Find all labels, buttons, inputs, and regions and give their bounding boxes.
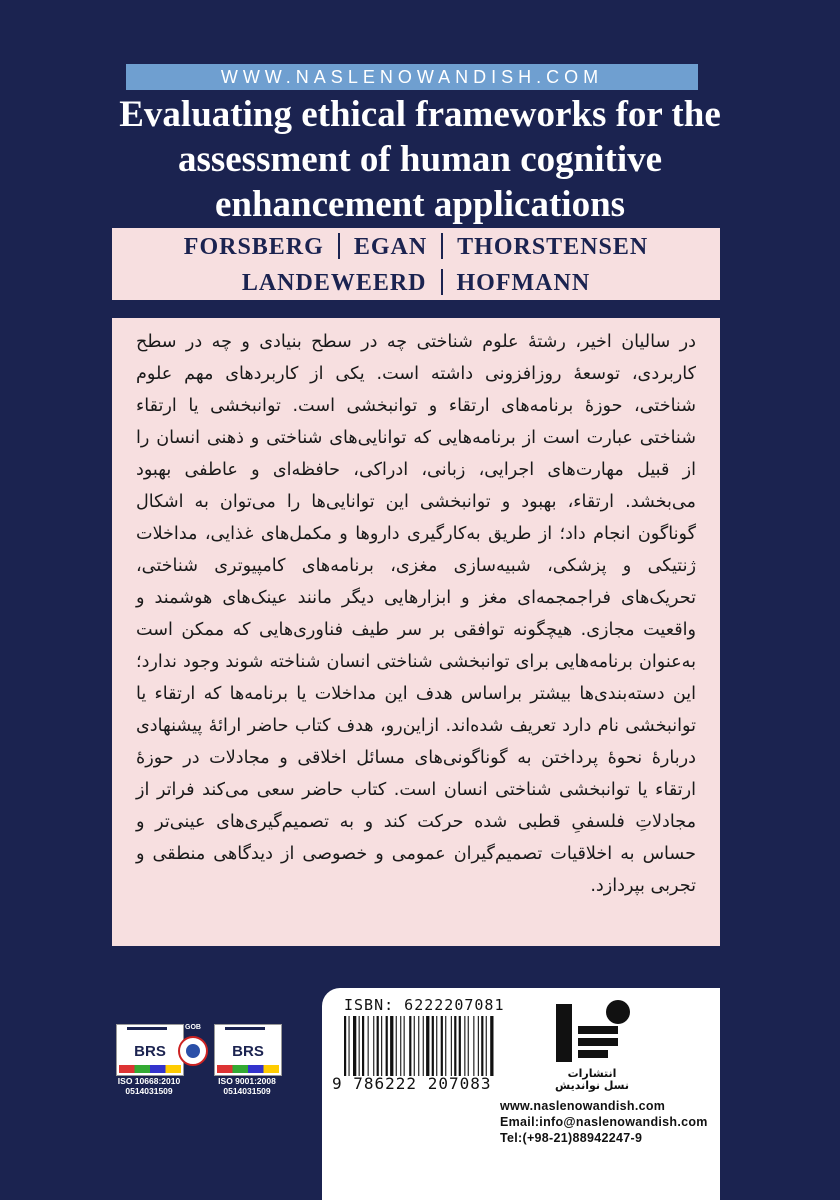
publisher-name [532,1068,652,1092]
title-line-1: Evaluating ethical frameworks for the [119,94,721,135]
gob-seal-icon [178,1036,208,1066]
author-separator [441,269,443,295]
authors-row-1 [112,228,720,264]
brs-logo-icon [116,1024,184,1076]
cert-number: 0514031509 [125,1086,173,1096]
publisher-logo-icon [548,998,638,1068]
isbn-label: ISBN: 6222207081 [344,996,505,1014]
brs-stripe-icon [217,1065,279,1073]
author-name: LANDEWEERD [241,270,427,296]
description-text: در سالیان اخیر، رشتهٔ علوم شناختی چه در سطح بنیادی و چه در سطح کاربردی، توسعهٔ روزافزونی داشته است. یکی از کاربردهای مهم علوم شناختی، حوزهٔ برنامه‌های ارتقاء و توانبخشی است. توانبخشی یا ارتقاء شناختی عبارت است از برنامه‌هایی که توانایی‌های شناختی و ذهنی انسان را از قبیل مهارت‌های اجرایی، زبانی، ادراکی، حافظه‌ای و عاطفی بهبود می‌بخشد. ارتقاء، بهبود و توانبخشی این توانایی‌ها را می‌توان به اشکال گوناگون انجام داد؛ از طریق به‌کارگیری داروها و مکمل‌های غذایی، مداخلات ژنتیکی و پزشکی، شبیه‌سازی مغزی، برنامه‌های کامپیوتری شناختی، تحریک‌های فراجمجمه‌ای مغز و ابزارهایی دیگر مانند عینک‌های هوشمند و واقعیت مجازی. هیچگونه توافقی بر سر طیف فناوری‌هایی که ممکن است به‌عنوان برنامه‌هایی برای توانبخشی شناختی انسان شناخته شوند وجود ندارد؛ این دسته‌بندی‌ها بیشتر براساس هدف این مداخلات یا برنامه‌ها که ارتقاء یا توانبخشی نام دارد تعریف شده‌اند. ازاین‌رو، هدف کتاب حاضر ارائهٔ پیشنهادی دربارهٔ نحوهٔ پرداختن به گوناگونی‌های مسائل اخلاقی و مجادلات در حوزهٔ ارتقاء یا توانبخشی شناختی انسان است. کتاب حاضر سعی می‌کند فراتر از مجادلاتِ فلسفیِ قطبی شده حرکت کند و به تصمیم‌گیری‌های عینی‌تر و حساس به اخلاقیات تصمیم‌گیران عمومی و خصوصی از دیدگاهی منطقی و تجربی بپردازد. [136,332,696,896]
brs-stripe-icon [119,1065,181,1073]
authors-panel [112,228,720,300]
author-name: HOFMANN [456,270,591,296]
publisher-name-line-1: انتشارات [567,1067,617,1080]
barcode-digits: 9 786222 207083 [332,1074,492,1093]
author-name: EGAN [353,234,428,260]
author-separator [338,233,340,259]
cert-text [210,1076,284,1096]
description-panel [112,318,720,946]
publisher-website: www.naslenowandish.com [500,1099,666,1113]
cert-number: 0514031509 [223,1086,271,1096]
brs-logo-icon [214,1024,282,1076]
gob-seal-inner-icon [186,1044,200,1058]
cert-brand: BRS [232,1043,264,1060]
certification-badge [210,1024,284,1094]
publisher-phone: Tel:(+98-21)88942247-9 [500,1131,643,1145]
gob-label: GOB [185,1024,201,1031]
authors-row-2 [112,264,720,300]
cert-brand: BRS [134,1043,166,1060]
barcode-icon [344,1016,504,1076]
author-name: THORSTENSEN [457,234,649,260]
title-line-2: assessment of human cognitive [177,139,663,180]
publisher-contact [500,1098,708,1146]
brs-mark-icon [127,1027,167,1044]
certification-badge [112,1024,186,1094]
publisher-name-line-2: نسل نواندیش [555,1079,629,1092]
publisher-email: Email:info@naslenowandish.com [500,1115,708,1129]
title-line-3: enhancement applications [214,184,626,225]
author-name: FORSBERG [183,234,324,260]
cert-text [112,1076,186,1096]
book-title [80,92,760,227]
brs-mark-icon [225,1027,265,1044]
website-banner: WWW.NASLENOWANDISH.COM [126,64,698,90]
cert-standard: ISO 10668:2010 [117,1076,181,1086]
author-separator [441,233,443,259]
barcode-panel [322,988,720,1200]
cert-standard: ISO 9001:2008 [218,1076,276,1086]
